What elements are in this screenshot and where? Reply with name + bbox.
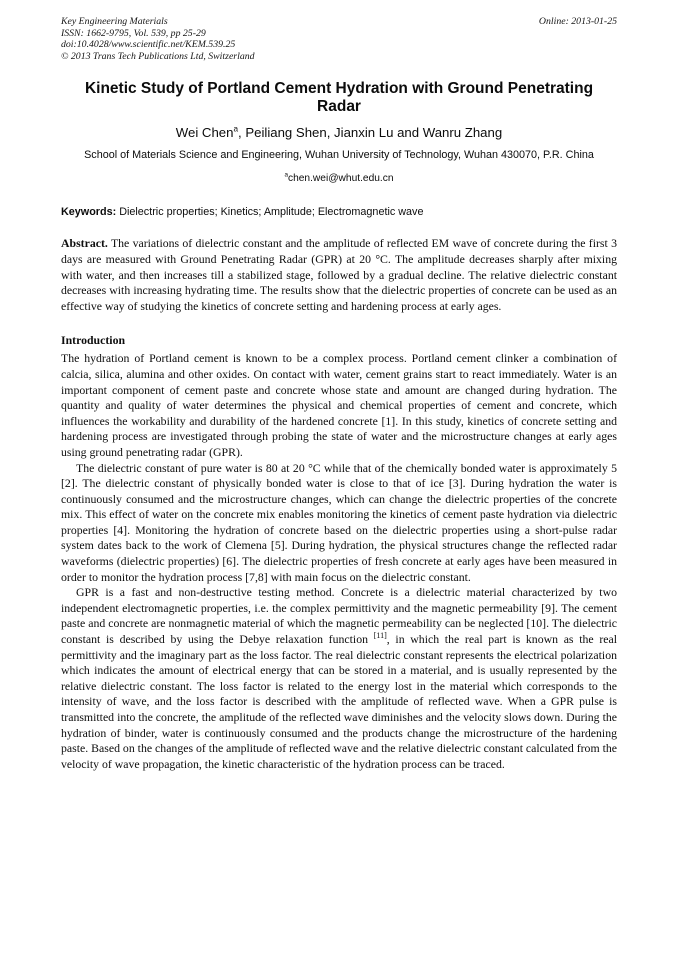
journal-header	[61, 0, 617, 62]
abstract-paragraph	[61, 236, 617, 314]
authors-line	[61, 125, 617, 140]
reference-11-superscript: [11]	[373, 631, 387, 641]
intro-paragraph-3-text-after: , in which the real part is known as the real permittivity and the imaginary part as the loss factor. The real dielectric constant represents the electrical polarization which indicates the amount of electrical energy that can be stored in a material, and is usually represented by the relative dielectric constant. The loss factor is related to the energy lost in the material which corresponds to the intensity of wave, and the loss factor is described with the amplitude of reflected wave. When a GPR pulse is transmitted into the concrete, the amplitude of the reflected wave diminishes and the velocity slows down. During the hydration of binder, water is continuously consumed and the products change the microstructure of the hardening paste. Based on the changes of the amplitude of reflected wave and the relative dielectric constant calculated from the velocity of wave propagation, the kinetic characteristic of the hydration process can be traced.	[61, 632, 618, 771]
author-affiliation-mark: a	[233, 124, 239, 134]
abstract-text: The variations of dielectric constant and the amplitude of reflected EM wave of concrete during the first 3 days are measured with Ground Penetrating Radar (GPR) at 20 °C. The amplitude decreases sharply after mixing with water, and then increases till a stabilized stage, followed by a gradual decline. The relative dielectric constant decreases with increasing hydrating time. The results show that the dielectric properties of concrete can be used as an effective way of studying the kinetics of concrete setting and hardening process at early ages.	[61, 236, 617, 313]
intro-paragraph-1: The hydration of Portland cement is known to be a complex process. Portland cement clinker a combination of calcia, silica, alumina and other oxides. On contact with water, cement grains start to react immediately. Water is an important component of cement paste and concrete whose state and amount are changed during hydration. The quantity and quality of water determines the physical and chemical properties of cement and concrete, which influences the workability and durability of the hardened concrete [1]. In this study, kinetics of concrete setting and hardening process are investigated through probing the state of water and the microstructure changes at early ages using ground penetrating radar (GPR).	[61, 351, 617, 459]
intro-paragraph-2: The dielectric constant of pure water is 80 at 20 °C while that of the chemically bonded water is approximately 5 [2]. The dielectric constant of physically bonded water is close to that of ice [3]. During hydration the water is continuously consumed and the microstructure changes, which can change the dielectric properties of the concrete mix. This effect of water on the concrete mix enables monitoring the kinetics of cement paste hydration via dielectric properties [4]. Monitoring the hydration of concrete based on the dielectric properties using a short-pulse radar system dates back to the work of Clemena [5]. During hydration, the physical structures change the reflected radar waveforms (dielectric properties) [6]. The dielectric properties of fresh concrete at early ages have been measured in order to monitor the hydration process [7,8] with main focus on the dielectric constant.	[61, 460, 617, 584]
intro-paragraph-3	[61, 585, 617, 772]
journal-issn-volume: ISSN: 1662-9795, Vol. 539, pp 25-29	[61, 27, 206, 39]
keywords-label: Keywords:	[61, 206, 117, 219]
paper-title: Kinetic Study of Portland Cement Hydration with Ground Penetrating Radar	[84, 80, 594, 115]
online-date: Online: 2013-01-25	[538, 16, 617, 27]
email-address: chen.wei@whut.edu.cn	[288, 173, 394, 185]
intro-paragraph-3-text-before: GPR is a fast and non-destructive testing method. Concrete is a dielectric material characterized by two independent electromagnetic properties, i.e. the complex permittivity and the magnetic permeability [9]. The cement paste and concrete are nonmagnetic material of which the magnetic permeability can be neglected [10]. The dielectric constant is described by using the Debye relaxation function	[61, 585, 617, 647]
journal-doi: doi:10.4028/www.scientific.net/KEM.539.25	[61, 39, 236, 51]
keywords-text: Dielectric properties; Kinetics; Amplitude; Electromagnetic wave	[119, 206, 424, 219]
journal-name: Key Engineering Materials	[61, 16, 168, 27]
section-heading-introduction: Introduction	[61, 333, 126, 348]
keywords-line	[61, 205, 617, 219]
journal-citation-block	[61, 16, 255, 62]
email-affiliation-mark: a	[284, 171, 288, 179]
affiliation-line: School of Materials Science and Engineering, Wuhan University of Technology, Wuhan 430070, P.R. China	[84, 149, 594, 162]
authors-rest: , Peiliang Shen, Jianxin Lu and Wanru Zhang	[238, 125, 503, 141]
abstract-label: Abstract.	[61, 236, 108, 251]
journal-copyright: © 2013 Trans Tech Publications Ltd, Switzerland	[61, 50, 255, 62]
author-name-first: Wei Chen	[175, 125, 234, 141]
email-line	[61, 172, 617, 185]
